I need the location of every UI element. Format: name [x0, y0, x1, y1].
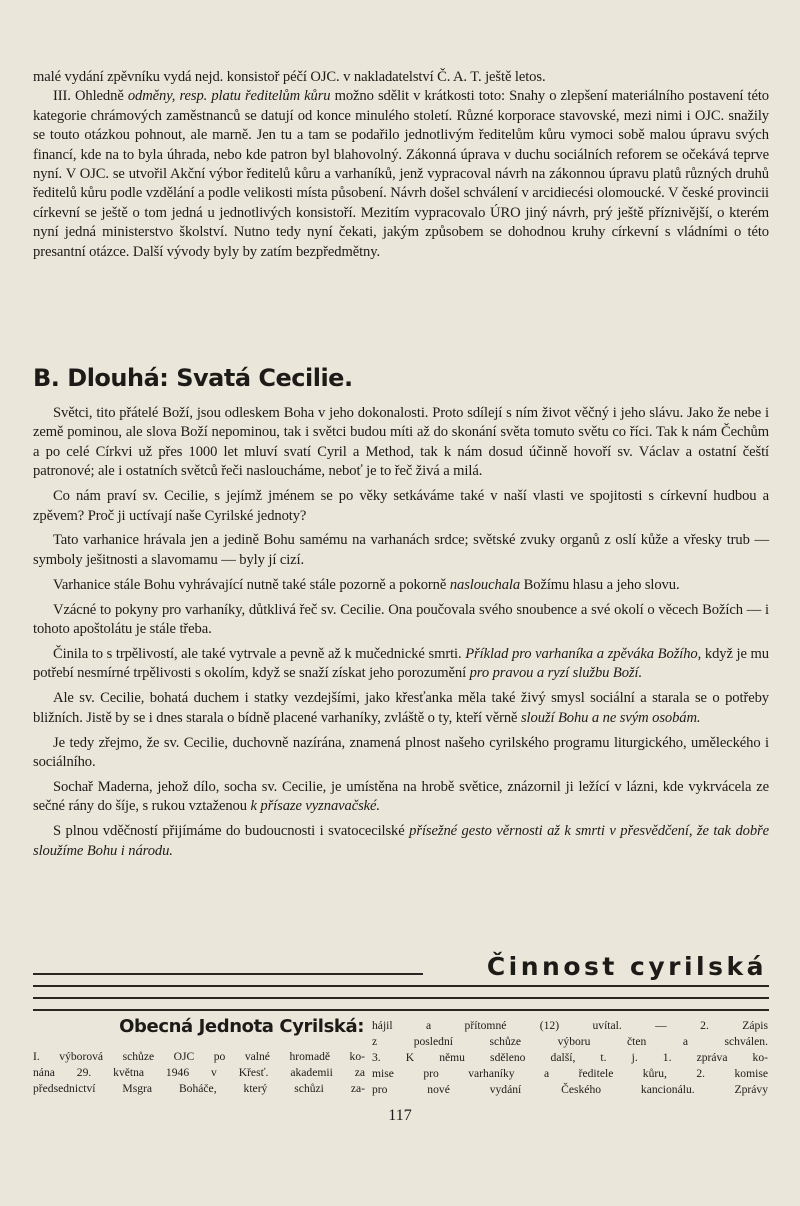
emphasis-text: pro pravou a ryzí službu Boží. [469, 665, 643, 682]
divider-rule [33, 997, 769, 999]
text-line: z poslední schůze výboru čten a schválen. [372, 1035, 768, 1048]
text-run: Činila to s trpělivostí, ale také vytrvale a pevně až k mučednické smrti. [53, 645, 466, 662]
left-column [33, 1049, 365, 1097]
text-line: I. výborová schůze OJC po valné hromadě ko- [33, 1050, 365, 1063]
text-run: Sochař Maderna, jehož dílo, socha sv. Cecilie, je umístěna na hrobě světice, znázornil ji ležící v lázni, kde vykrvácela ze sečné rány do šíje, s rukou vztaženou [33, 778, 769, 815]
text-line: nána 29. května 1946 v Křesť. akademii za [33, 1066, 365, 1079]
right-column [372, 1018, 768, 1098]
paragraph [33, 689, 769, 728]
text-run: Vzácné to pokyny pro varhaníky, důtklivá řeč sv. Cecilie. Ona poučovala svého snoubence a své okolí o věcech Božích — i tohoto apoštolátu je stále třeba. [33, 601, 769, 638]
emphasis-text: Příklad pro varhaníka a zpěváka Božího, [465, 645, 702, 662]
paragraph [33, 645, 769, 684]
text-run: Ale sv. Cecilie, bohatá duchem i statky vezdejšími, jako křesťanka měla také živý smysl sociální a starala se o potřeby bližních. Jistě by se i dnes starala o bídně placené varhaníky, zvláště o ty, kteří věrně [33, 690, 769, 726]
text-line: předsednictví Msgra Boháče, který schůzi za- [33, 1082, 365, 1095]
paragraph [33, 822, 769, 861]
divider-rule [33, 1009, 769, 1011]
paragraph [33, 68, 769, 87]
section-salaries [33, 68, 769, 262]
paragraph [33, 601, 769, 640]
article-saint-cecilia [33, 404, 769, 867]
emphasis-text: přísežné gesto věrnosti až k smrti v přesvědčení, že tak dobře sloužíme Bohu i národu. [33, 823, 769, 859]
text-run: Je tedy zřejmo, že sv. Cecilie, duchovně nazírána, znamená plnost našeho cyrilského programu liturgického, uměleckého i sociálního. [33, 734, 769, 770]
paragraph [33, 576, 769, 595]
text-run: Co nám praví sv. Cecilie, s jejímž jménem se po věky setkáváme také v naší vlasti ve spojitosti s církevní hudbou a zpěvem? Proč ji uctívají naše Cyrilské jednoty? [33, 488, 769, 524]
emphasis-text: k přísaze vyznavačské. [250, 798, 380, 815]
text-line: pro nové vydání Českého kancionálu. Zprávy [372, 1083, 768, 1096]
divider-rule [33, 985, 769, 987]
text-run: malé vydání zpěvníku vydá nejd. konsistoř péčí OJC. v nakladatelství Č. A. T. ještě letos. [33, 69, 546, 85]
text-run: když je mu potřebí nesmírné trpělivosti s okolím, když se snaží získat jeho porozumění [33, 645, 769, 682]
article-title: B. Dlouhá: Svatá Cecilie. [33, 364, 353, 392]
text-run: možno sdělit v krátkosti toto: Snahy o zlepšení materiálního postavení této kategorie chrámových zaměstnanců se datují od konce minulého století. Různé korporace stavovské, mezi nimi i OJC. snažily se touto otázkou pohnout, ale marně. Jen tu a tam se podařilo jednotlivým ředitelům kůru vymoci sobě malou úpravu svých financí, kde na to byla úhrada, nebo kde patron byl blahovolný. Zákonná úprava v duchu sociálních reforem se očekává teprve nyní. V OJC. se utvořil Akční výbor ředitelů kůru a varhaníků, jenž vypracoval návrh na zákonnou úpravu platů různých druhů ředitelů kůru podle vzdělání a podle velikosti místa působení. Návrh došel schválení v arcidiecési olomoucké. V české provincii církevní se ještě o tom jedná u jednotlivých konsistoří. Mezitím vypracovalo ÚRO jiný návrh, prý ještě příznivější, o kterém nyní jedná ministerstvo školství. Nutno tedy nyní čekati, jakým způsobem se dohodnou kruhy církevní s vládními o této presantní otázce. Další vývody byly by zatím bezpředmětny. [33, 88, 769, 260]
text-run: Božímu hlasu a jeho slovu. [520, 576, 680, 593]
text-line: 3. K němu sděleno další, t. j. 1. zpráva ko- [372, 1051, 768, 1064]
text-run: III. Ohledně [53, 88, 128, 105]
text-run: Světci, tito přátelé Boží, jsou odleskem Boha v jeho dokonalosti. Proto sdílejí s ním život věčný i jeho slávu. Jako že nebe i země pominou, ale slova Boží nepominou, tak i světci budou míti až do skonání světa tomuto světu co říci. Tak k nám Čechům a po celé Církvi už přes 1000 let mluví svatí Cyril a Method, tak k nám dosud účinně hovoří sv. Václav a ostatní čeští patronové; ale i ostatních světců řeči nasloucháme, neboť je to řeč živá a milá. [33, 405, 769, 480]
divider-rule [33, 973, 423, 975]
paragraph [33, 778, 769, 817]
emphasis-text: naslouchala [449, 576, 521, 593]
section-heading: Činnost cyrilská [486, 952, 767, 981]
emphasis-text: slouží Bohu a ne svým osobám. [520, 709, 701, 726]
paragraph [33, 487, 769, 526]
text-line: hájil a přítomné (12) uvítal. — 2. Zápis [372, 1019, 768, 1032]
text-run: Varhanice stále Bohu vyhrávající nutně také stále pozorně a pokorně [53, 576, 450, 593]
text-run: S plnou vděčností přijímáme do budoucnosti i svatocecilské [53, 823, 410, 840]
paragraph [33, 404, 769, 482]
paragraph [33, 734, 769, 773]
subsection-heading: Obecná Jednota Cyrilská: [119, 1016, 364, 1037]
text-line: mise pro varhaníky a ředitele kůru, 2. komise [372, 1067, 768, 1080]
text-run: Tato varhanice hrávala jen a jedině Bohu samému na varhanách srdce; světské zvuky organů z oslí kůže a vřesky trub — symboly ješitnosti a slavomamu — byly jí cizí. [33, 532, 769, 568]
emphasis-text: odměny, resp. platu ředitelům kůru [127, 88, 331, 105]
paragraph [33, 531, 769, 570]
page-number: 117 [388, 1107, 412, 1124]
paragraph [33, 87, 769, 262]
